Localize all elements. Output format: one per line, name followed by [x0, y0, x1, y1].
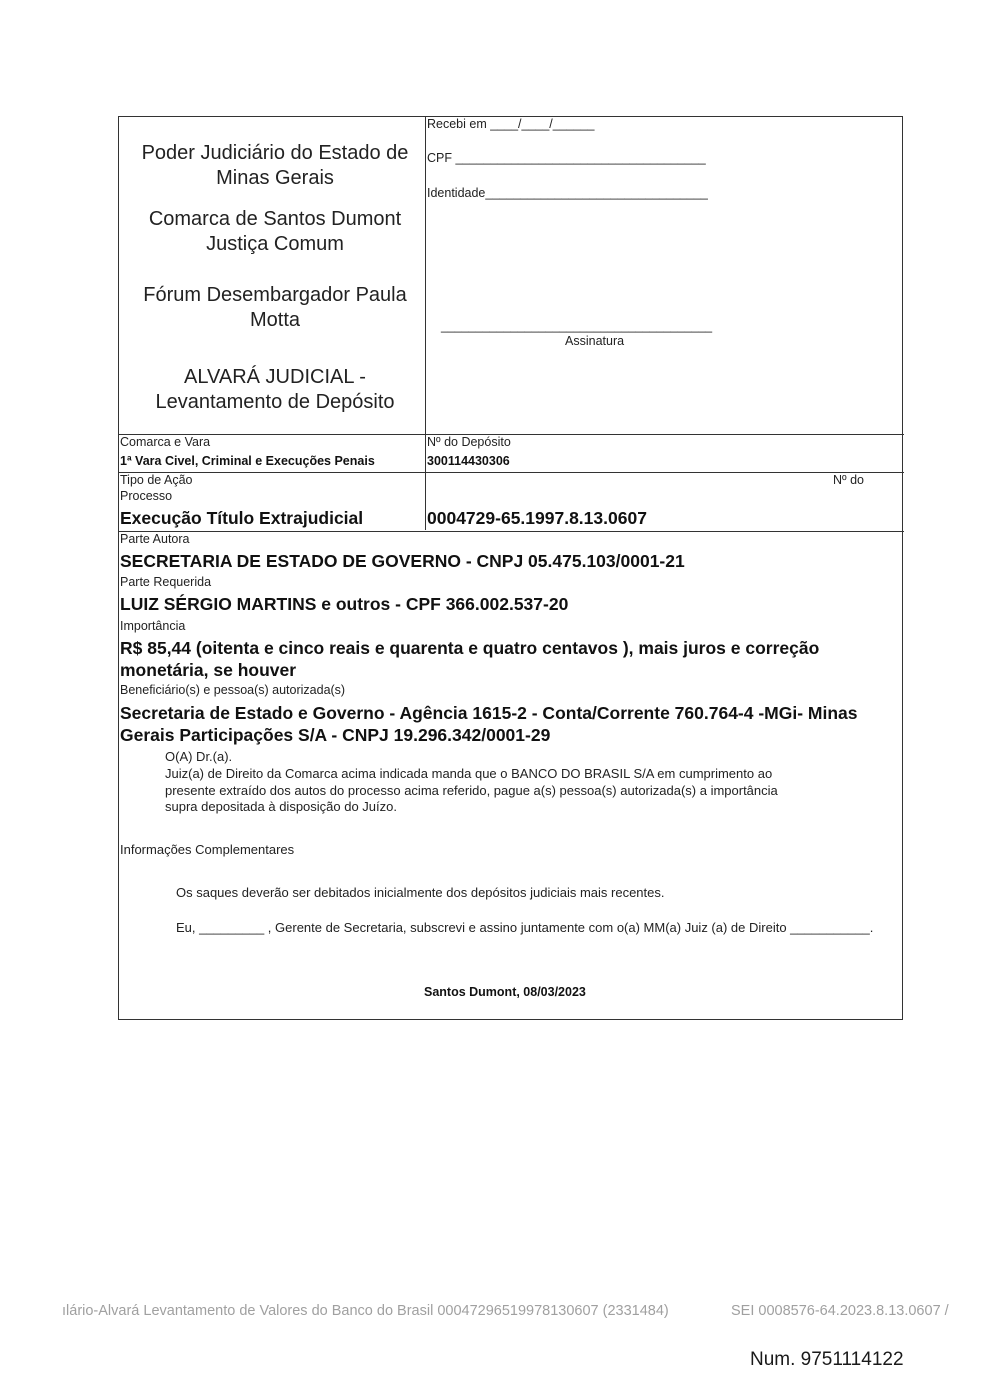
row-divider	[118, 434, 904, 435]
author-value: SECRETARIA DE ESTADO DE GOVERNO - CNPJ 05.475.103/0001-21	[120, 551, 685, 571]
received-date-line: Recebi em ____/____/______	[427, 117, 595, 131]
document-title: ALVARÁ JUDICIAL - Levantamento de Depósito	[155, 366, 395, 413]
process-value: 0004729-65.1997.8.13.0607	[427, 508, 647, 528]
action-value: Execução Título Extrajudicial	[120, 508, 364, 528]
author-label: Parte Autora	[120, 532, 190, 546]
header-divider	[425, 116, 426, 530]
defendant-label: Parte Requerida	[120, 575, 212, 589]
signature-line: _______________________________________	[441, 319, 713, 333]
row-divider	[118, 472, 904, 473]
identity-line: Identidade________________________________	[427, 186, 708, 200]
footer-num: Num. 9751114122	[750, 1349, 904, 1370]
place-date: Santos Dumont, 08/03/2023	[424, 985, 586, 999]
footer-document-ref: ılário-Alvará Levantamento de Valores do Banco do Brasil 00047296519978130607 (2331484)	[62, 1303, 669, 1319]
signature-statement: Eu, _________ , Gerente de Secretaria, subscrevi e assino juntamente com o(a) MM(a) Juiz (a) de Direito ___________.	[176, 920, 874, 935]
footer-sei-ref: SEI 0008576-64.2023.8.13.0607 /	[731, 1303, 949, 1319]
withdrawal-note: Os saques deverão ser debitados inicialmente dos depósitos judiciais mais recentes.	[176, 885, 665, 900]
deposit-label: Nº do Depósito	[427, 435, 511, 449]
amount-value: R$ 85,44 (oitenta e cinco reais e quarenta e quatro centavos ), mais juros e correção monetária, se houver	[120, 638, 820, 680]
comarca-title: Comarca de Santos Dumont Justiça Comum	[148, 208, 402, 255]
order-body: Juiz(a) de Direito da Comarca acima indicada manda que o BANCO DO BRASIL S/A em cumprimento ao presente extraído dos autos do processo acima referido, pague a(s) pessoa(s) autorizada(s) a importância supra depositada à disposição do Juízo.	[165, 766, 778, 814]
court-name: Poder Judiciário do Estado de Minas Gerais	[141, 142, 409, 189]
cpf-line: CPF ____________________________________	[427, 151, 706, 165]
beneficiary-value: Secretaria de Estado e Governo - Agência 1615-2 - Conta/Corrente 760.764-4 -MGi- Minas Gerais Participações S/A - CNPJ 19.296.342/0001-29	[120, 703, 858, 745]
process-label: Nº do	[833, 473, 864, 487]
comarca-label: Comarca e Vara	[120, 435, 211, 449]
deposit-value: 300114430306	[427, 454, 510, 468]
forum-name: Fórum Desembargador Paula Motta	[143, 284, 407, 331]
signature-label: Assinatura	[565, 334, 625, 348]
beneficiary-label: Beneficiário(s) e pessoa(s) autorizada(s)	[120, 683, 346, 697]
comarca-value: 1ª Vara Civel, Criminal e Execuções Penais	[120, 454, 375, 468]
defendant-value: LUIZ SÉRGIO MARTINS e outros - CPF 366.002.537-20	[120, 594, 569, 614]
amount-label: Importância	[120, 619, 186, 633]
action-label: Tipo de Ação	[120, 473, 193, 487]
complementary-label: Informações Complementares	[120, 842, 295, 857]
order-salutation: O(A) Dr.(a).	[165, 749, 233, 764]
row-divider	[118, 531, 904, 532]
process-label-cont: Processo	[120, 489, 173, 503]
